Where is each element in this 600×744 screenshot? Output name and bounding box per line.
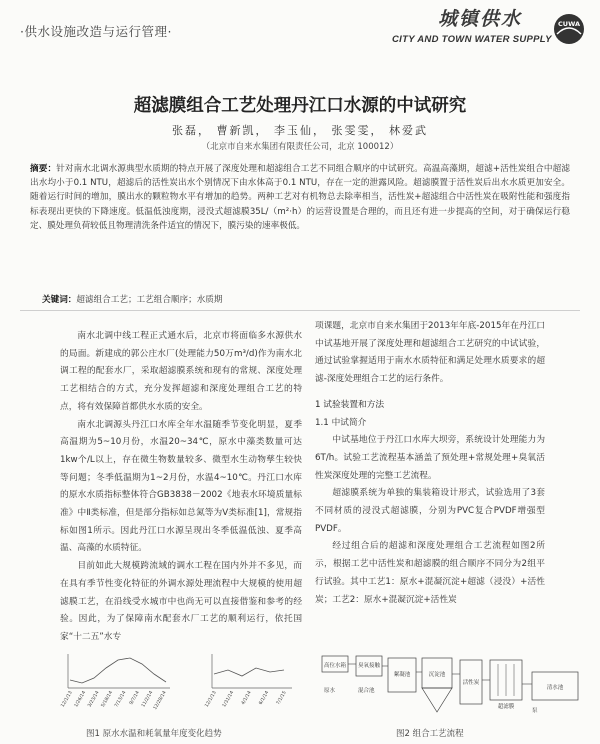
fig1-tick-label: 7/13/14 [114, 690, 128, 709]
fig2-label-sed: 沉淀池 [428, 672, 446, 678]
fig1-series-temp [70, 658, 166, 683]
body-paragraph: 经过组合后的超滤和深度处理组合工艺流程如图2所示，根据工艺中活性炭和超滤膜的组合顺序不同分为2组平行试验。其中工艺1：原水+混凝沉淀+超滤（浸没）+活性炭；工艺2：原水+混凝沉淀+活性炭 [315, 541, 545, 605]
fig2-label-ozone: 臭氧接触 [357, 663, 381, 669]
fig1-panel-right [212, 654, 292, 688]
fig1-tick-label: 11/2/14 [141, 690, 155, 709]
fig2-label-mixer: 混合池 [358, 688, 375, 694]
fig1-tick-label: 12/28/14 [153, 690, 168, 711]
journal-logo-cn: 城镇供水 [438, 8, 523, 30]
keywords [42, 293, 572, 305]
fig1-tick-label: 1/31/14 [222, 690, 236, 709]
abstract [30, 162, 570, 233]
body-paragraph: 项课题，北京市自来水集团于2013年年底-2015年在丹江口中试基地开展了深度处理和超滤组合工艺研究的中试试验，通过试验掌握适用于南水水质特征和满足处理水质要求的超滤-深度处理组合工艺的运行条件。 [315, 321, 545, 385]
keywords-text: 超滤组合工艺；工艺组合顺序；水质期 [76, 295, 223, 305]
abstract-label: 摘要： [30, 164, 57, 174]
abstract-text: 针对南水北调水源典型水质期的特点开展了深度处理和超滤组合工艺不同组合顺序的中试研究。高温高藻期，超滤+活性炭组合中超滤出水均小于0.1 NTU，超滤后的活性炭出水个别情况下由水体高于0.1 NTU，存在一定的泄露风险。超滤膜置于活性炭后出水水质更加安全。随着运行时间的增加，膜出水的颗粒物水平有增加的趋势。两种工艺对有机物总去除率相当，活性炭+超滤组合中活性炭在吸附性能和强度指标表现出更快的下降速度。低温低浊度期，浸没式超滤膜35L/（m²·h）的运营设置是合理的，而且还有进一步提高的空间，对于确保运行稳定、膜处理负荷较低且物理清洗条件适宜的情况下，膜污染的速率极低。 [30, 164, 570, 231]
section-label: ·供水设施改造与运行管理· [20, 24, 172, 39]
fig1-tick-label: 5/18/14 [100, 690, 115, 709]
article-authors: 张磊， 曹新凯， 李玉仙， 张雯雯， 林爱武 [172, 124, 428, 137]
right-column [315, 318, 545, 609]
badge-text: CUWA [558, 20, 580, 28]
fig2-label-ac: 活性炭 [462, 680, 480, 686]
figure-1-caption: 图1 原水水温和耗氧量年度变化趋势 [86, 729, 222, 739]
subsection-heading: 1.1 中试简介 [315, 417, 367, 428]
body-paragraph: 南水北调中线工程正式通水后，北京市将面临多水源供水的局面。新建成的郭公庄水厂(处理能力50万m³/d)作为南水北调工程的配套水厂，采取超滤膜系统和现有的常规、深度处理工艺相结合的方式，充分发挥超滤和深度处理组合工艺的特点，将有效保障首都供水水质的安全。 [60, 331, 302, 412]
fig2-label-uf: 超滤膜 [497, 704, 515, 710]
fig2-label-cp: 清水池 [546, 685, 564, 691]
article-affiliation: （北京市自来水集团有限责任公司，北京 100012） [201, 142, 399, 152]
fig2-label-floc: 絮凝池 [393, 672, 411, 678]
fig1-series-cod [214, 668, 284, 676]
journal-logo-en: CITY AND TOWN WATER SUPPLY [392, 34, 552, 45]
body-paragraph: 超滤膜系统为单独的集装箱设计形式，试验选用了3套不同材质的浸没式超滤膜，分别为PVC复合PVDF增强型PVDF。 [315, 488, 545, 534]
body-paragraph: 南水北调源头丹江口水库全年水温随季节变化明显，夏季高温期为5~10月份，水温20~34℃，原水中藻类数量可达1kw个/L以上，存在微生物数量较多、微型水生动物孳生较快等问题；冬季低温期为1~2月份，水温4~10℃。丹江口水库的原水水质指标整体符合GB3838－2002《地表水环境质量标准》中Ⅱ类标准，但是部分指标如总氮等为Ⅴ类标准[1]，常规指标如图1所示。因此丹江口水源呈现出冬季低温低浊、夏季高温、高藻的水质特征。 [60, 419, 302, 554]
fig1-tick-label: 12/1/13 [60, 690, 74, 709]
figure-2-flow-diagram [318, 652, 588, 724]
left-column [60, 328, 302, 647]
body-paragraph: 目前如此大规模跨流域的调水工程在国内外并不多见，而在具有季节性变化特征的外调水源处理流程中大规模的使用超滤膜工艺，在沿线受水城市中也尚无可以直接借鉴和参考的经验。因此，为了保障南水配套水厂工艺的顺利运行，依托国家“十二五”水专 [60, 561, 302, 642]
figure-2-caption: 图2 组合工艺流程 [396, 729, 464, 739]
fig1-tick-label: 4/1/14 [241, 690, 253, 706]
section-heading: 1 试验装置和方法 [315, 399, 385, 410]
figure-1 [62, 650, 297, 720]
fig1-tick-label: 7/1/15 [276, 690, 288, 706]
fig1-tick-label: 1/26/14 [73, 690, 88, 709]
fig2-label-raw: 原水 [324, 688, 336, 694]
cuwa-badge-icon [552, 12, 586, 46]
fig1-tick-label: 6/1/14 [258, 690, 271, 706]
article-title: 超滤膜组合工艺处理丹江口水源的中试研究 [133, 96, 467, 116]
fig2-label-pump: 泵 [532, 708, 538, 714]
fig1-tick-label: 9/7/14 [129, 690, 141, 706]
body-paragraph: 中试基地位于丹江口水库大坝旁，系统设计处理能力为6T/h。试验工艺流程基本涵盖了预处理+常规处理+臭氧活性炭深度处理的完整工艺流程。 [315, 435, 545, 481]
fig1-panel-left [68, 654, 170, 688]
fig1-tick-label: 3/23/14 [87, 690, 101, 709]
fig1-tick-label: 12/1/13 [204, 690, 218, 709]
keywords-label: 关键词： [42, 295, 77, 305]
fig2-label-tank: 高位水箱 [323, 663, 347, 669]
divider [20, 310, 580, 311]
